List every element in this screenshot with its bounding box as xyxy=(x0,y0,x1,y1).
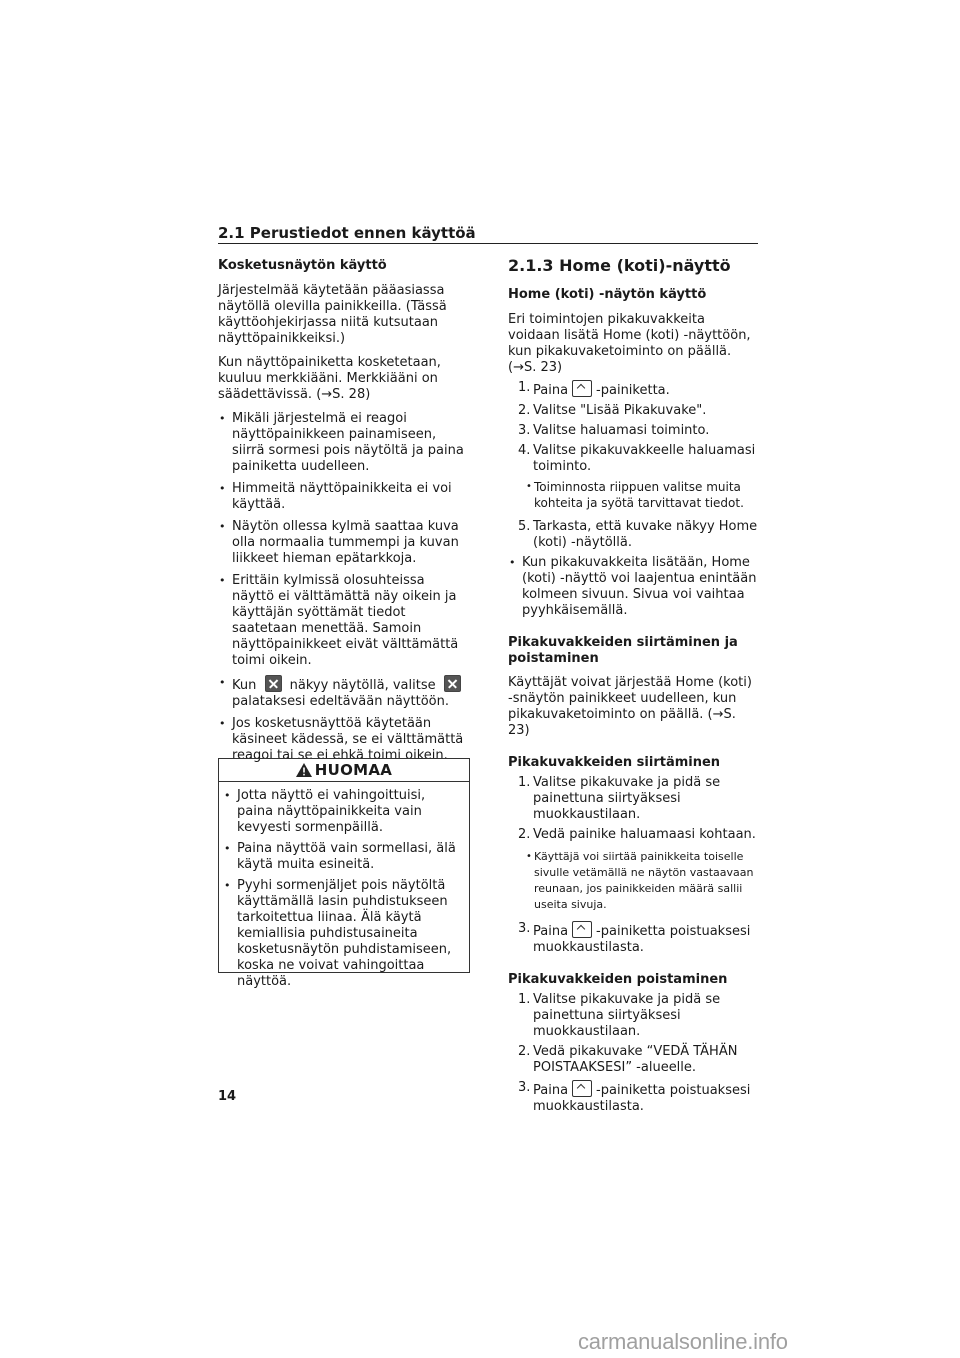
move-delete-heading: Pikakuvakkeiden siirtäminen ja poistaminen xyxy=(508,635,738,666)
list-item xyxy=(218,675,470,710)
page-header-title: 2.1 Perustiedot ennen käyttöä xyxy=(218,224,476,242)
step-text: Paina xyxy=(533,1083,569,1098)
step-text-end: -painiketta poistuaksesi muokkaustilasta. xyxy=(533,924,751,955)
step-text: Valitse haluamasi toiminto. xyxy=(533,423,710,438)
list-item xyxy=(518,423,760,439)
home-usage-paragraph: Eri toimintojen pikakuvakkeita voidaan lisätä Home (koti) -näyttöön, kun pikakuvaketoiminto on päällä. (→S. 23) xyxy=(508,312,751,375)
touchscreen-heading: Kosketusnäytön käyttö xyxy=(218,258,387,273)
delete-steps xyxy=(508,992,760,1115)
list-item: • Näytön ollessa kylmä saattaa kuva olla normaalia tummempi ja kuvan liikkeet hieman epätarkkoja. xyxy=(218,519,470,567)
list-item xyxy=(518,992,760,1040)
step-number: 3. xyxy=(518,1080,531,1095)
right-column xyxy=(508,257,760,1119)
step-number: 1. xyxy=(518,380,531,395)
step-text: Tarkasta, että kuvake näkyy Home (koti) -näytöllä. xyxy=(533,519,758,550)
step-text: Paina xyxy=(533,383,569,398)
step-number: 5. xyxy=(518,519,531,534)
touchscreen-paragraph-2: Kun näyttöpainiketta kosketetaan, kuuluu merkkiääni. Merkkiääni on säädettävissä. (→S. 28) xyxy=(218,355,441,402)
list-item: • Himmeitä näyttöpainikkeita ei voi käyttää. xyxy=(218,481,470,513)
kun-text: Kun xyxy=(232,678,257,693)
step-number: 4. xyxy=(518,443,531,458)
close-icon xyxy=(265,675,282,692)
list-item xyxy=(518,443,760,475)
step-text: Valitse pikakuvakkeelle haluamasi toiminto. xyxy=(533,443,756,474)
close-icon xyxy=(444,675,461,692)
list-item xyxy=(518,775,760,823)
page-number: 14 xyxy=(218,1089,237,1104)
step-number: 2. xyxy=(518,827,531,842)
step-number: 1. xyxy=(518,775,531,790)
left-column xyxy=(218,258,470,770)
notice-box xyxy=(218,758,470,989)
list-item xyxy=(518,1080,760,1115)
step-text-end: -painiketta. xyxy=(596,383,670,398)
step-number: 2. xyxy=(518,403,531,418)
list-item xyxy=(518,519,760,551)
step-text: Vedä pikakuvake “VEDÄ TÄHÄN POISTAAKSESI” -alueelle. xyxy=(533,1044,738,1075)
kun-text-end: palataksesi edeltävään näyttöön. xyxy=(232,694,449,709)
list-item: • Mikäli järjestelmä ei reagoi näyttöpainikkeen painamiseen, siirrä sormesi pois näytöltä ja paina painiketta uudelleen. xyxy=(218,411,470,475)
notice-title: HUOMAA xyxy=(314,761,393,779)
step-text: Vedä painike haluamaasi kohtaan. xyxy=(533,827,756,842)
touchscreen-bullet-list xyxy=(218,411,470,764)
list-item: • Pyyhi sormenjäljet pois näytöltä käyttämällä lasin puhdistukseen tarkoitettua liinaa. Älä käytä kemiallisia puhdistusaineita kosketusnäytön puhdistamiseen, koska ne voivat vahingoittaa näyttöä. xyxy=(223,878,463,990)
list-item: • Jos kosketusnäyttöä käytetään käsineet kädessä, se ei välttämättä reagoi tai se ei ehkä toimi oikein. xyxy=(218,716,470,764)
step-number: 2. xyxy=(518,1044,531,1059)
step-number: 3. xyxy=(518,423,531,438)
step-text: Valitse pikakuvake ja pidä se painettuna siirtyäksesi muokkaustilaan. xyxy=(533,992,721,1039)
move-steps-cont xyxy=(508,921,760,956)
notice-bullet-list xyxy=(223,788,463,990)
sub-note: • Käyttäjä voi siirtää painikkeita toiselle sivulle vetämällä ne näytön vastaavaan reunaan, jos painikkeiden määrä sallii useita sivuja. xyxy=(508,849,760,913)
move-heading: Pikakuvakkeiden siirtäminen xyxy=(508,755,721,770)
step-number: 3. xyxy=(518,921,531,936)
home-icon xyxy=(572,380,592,397)
section-title: 2.1.3 Home (koti)-näyttö xyxy=(508,256,731,275)
list-item: • Erittäin kylmissä olosuhteissa näyttö ei välttämättä näy oikein ja käyttäjän syöttämät tiedot saatetaan menettää. Samoin näyttöpainikkeet eivät välttämättä toimi oikein. xyxy=(218,573,470,669)
warning-icon xyxy=(296,763,312,777)
header-divider xyxy=(218,243,758,244)
move-steps xyxy=(508,775,760,843)
home-icon xyxy=(572,921,592,938)
step-number: 1. xyxy=(518,992,531,1007)
home-bullet-list xyxy=(508,555,760,619)
kun-text-mid: näkyy näytöllä, valitse xyxy=(289,678,436,693)
home-icon xyxy=(572,1080,592,1097)
list-item: • Paina näyttöä vain sormellasi, älä käytä muita esineitä. xyxy=(223,841,463,873)
home-usage-heading: Home (koti) -näytön käyttö xyxy=(508,287,707,302)
list-item: • Kun pikakuvakkeita lisätään, Home (koti) -näyttö voi laajentua enintään kolmeen sivuun. Sivua voi vaihtaa pyyhkäisemällä. xyxy=(508,555,760,619)
list-item xyxy=(518,380,760,399)
list-item xyxy=(518,403,760,419)
delete-heading: Pikakuvakkeiden poistaminen xyxy=(508,972,728,987)
add-shortcut-steps-cont xyxy=(508,519,760,551)
touchscreen-paragraph-1: Järjestelmää käytetään pääasiassa näytöllä olevilla painikkeilla. (Tässä käyttöohjekirjassa niitä kutsutaan näyttöpainikkeiksi.) xyxy=(218,283,447,346)
notice-header xyxy=(219,759,469,782)
list-item xyxy=(518,921,760,956)
sub-note: • Toiminnosta riippuen valitse muita kohteita ja syötä tarvittavat tiedot. xyxy=(508,479,760,511)
step-text: Paina xyxy=(533,924,569,939)
move-delete-paragraph: Käyttäjät voivat järjestää Home (koti) -snäytön painikkeet uudelleen, kun pikakuvaketoiminto on päällä. (→S. 23) xyxy=(508,675,752,738)
step-text: Valitse pikakuvake ja pidä se painettuna siirtyäksesi muokkaustilaan. xyxy=(533,775,721,822)
add-shortcut-steps xyxy=(508,380,760,475)
watermark-text: carmanualsonline.info xyxy=(578,1329,788,1354)
list-item xyxy=(518,827,760,843)
notice-body xyxy=(219,782,469,990)
step-text-end: -painiketta poistuaksesi muokkaustilasta. xyxy=(533,1083,751,1114)
list-item xyxy=(518,1044,760,1076)
step-text: Valitse "Lisää Pikakuvake". xyxy=(533,403,707,418)
list-item: • Jotta näyttö ei vahingoittuisi, paina näyttöpainikkeita vain kevyesti sormenpäillä. xyxy=(223,788,463,836)
